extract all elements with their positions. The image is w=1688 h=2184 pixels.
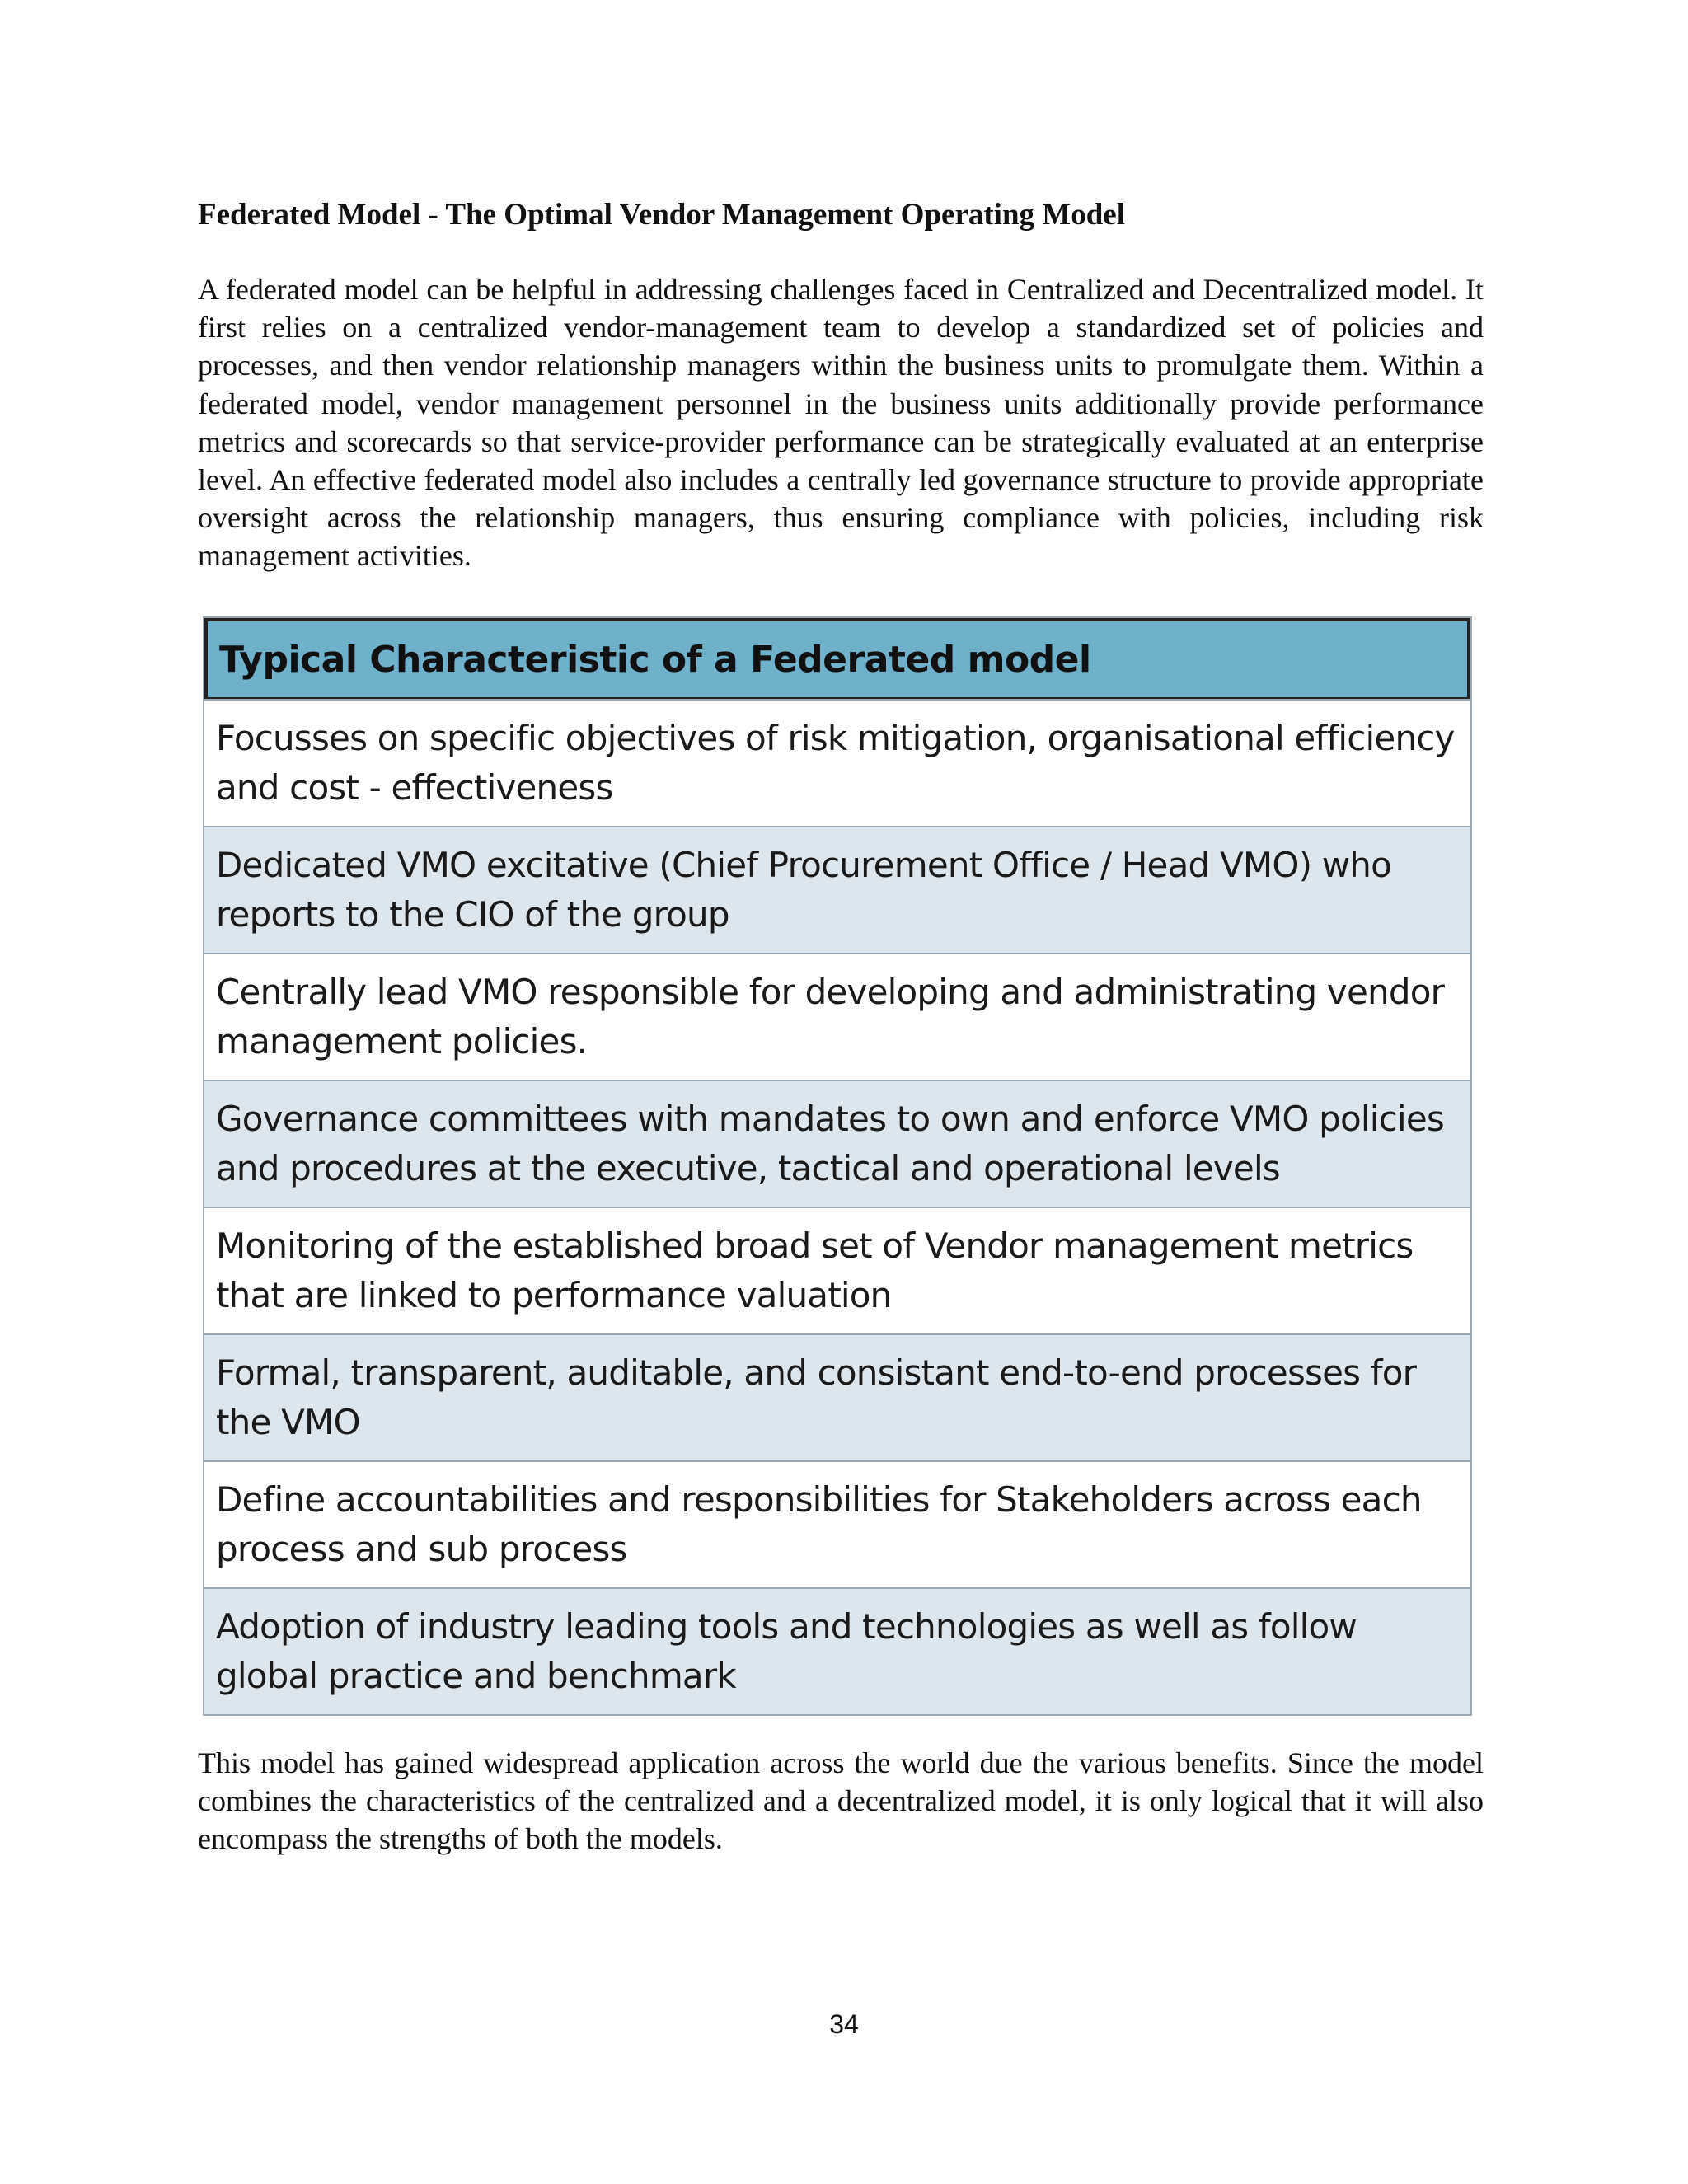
characteristics-table (203, 616, 1472, 1716)
table-row-text: Formal, transparent, auditable, and consistant end-to-end processes for the VMO (216, 1352, 1417, 1442)
table-row-text: Define accountabilities and responsibilities for Stakeholders across each process and sub process (216, 1479, 1422, 1569)
table-row (204, 1587, 1470, 1714)
table-row (204, 1333, 1470, 1460)
table-row (204, 1207, 1470, 1333)
table-row-text: Centrally lead VMO responsible for developing and administrating vendor management policies. (216, 972, 1445, 1062)
table-header-label: Typical Characteristic of a Federated model (219, 638, 1091, 681)
table-row (204, 699, 1470, 826)
table-row-text: Dedicated VMO excitative (Chief Procurement Office / Head VMO) who reports to the CIO of the group (216, 845, 1391, 935)
table-row-text: Focusses on specific objectives of risk mitigation, organisational efficiency and cost - effectiveness (216, 718, 1455, 808)
page-number: 34 (829, 2009, 859, 2039)
section-heading: Federated Model - The Optimal Vendor Management Operating Model (198, 198, 1125, 232)
table-row-text: Adoption of industry leading tools and technologies as well as follow global practice and benchmark (216, 1606, 1357, 1696)
table-row-text: Monitoring of the established broad set of Vendor management metrics that are linked to performance valuation (216, 1226, 1414, 1315)
table-row (204, 1460, 1470, 1587)
table-header (204, 618, 1470, 699)
table-row (204, 953, 1470, 1080)
intro-paragraph: A federated model can be helpful in addressing challenges faced in Centralized and Decentralized model. It first relies on a centralized vendor-management team to develop a standardized set of policies and processes, and then vendor relationship managers within the business units to promulgate them. Within a federated model, vendor management personnel in the business units additionally provide performance metrics and scorecards so that service-provider performance can be strategically evaluated at an enterprise level. An effective federated model also includes a centrally led governance structure to provide appropriate oversight across the relationship managers, thus ensuring compliance with policies, including risk management activities. (198, 273, 1484, 573)
closing-paragraph: This model has gained widespread application across the world due the various benefits. Since the model combines the characteristics of the centralized and a decentralized model, it is only logical that it will also encompass the strengths of both the models. (198, 1746, 1484, 1856)
table-row-text: Governance committees with mandates to own and enforce VMO policies and procedures at the executive, tactical and operational levels (216, 1099, 1444, 1188)
table-row (204, 826, 1470, 953)
table-row (204, 1080, 1470, 1207)
